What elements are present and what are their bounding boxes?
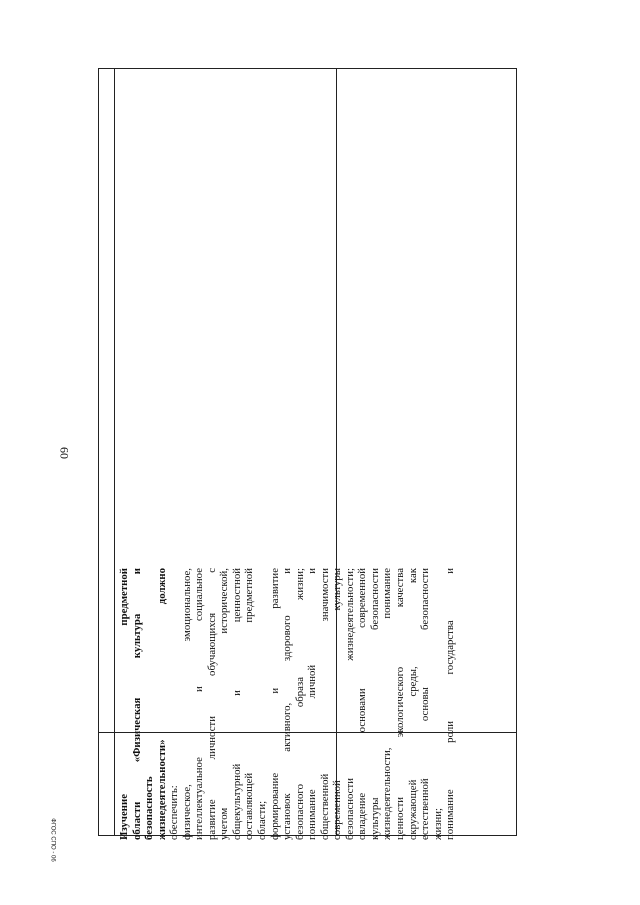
- cell-line: жизни;: [431, 807, 444, 840]
- cell-line: установок активного, здорового и: [281, 568, 294, 840]
- cell-line: окружающей среды, как: [406, 568, 419, 840]
- cell-line: формирование и развитие: [268, 568, 281, 840]
- cell-line: области «Физическая культура и: [130, 568, 143, 840]
- cell-line: безопасности жизнедеятельности;: [343, 568, 356, 840]
- cell-line: развитие личности обучающихся с: [205, 568, 218, 840]
- cell-line: ценности экологического качества: [394, 568, 407, 840]
- cell-line: составляющей предметной: [243, 568, 256, 840]
- cell-line: физическое, эмоциональное,: [180, 568, 193, 840]
- cell-line: общекультурной и ценностной: [230, 568, 243, 840]
- cell-line: обеспечить:: [168, 785, 181, 840]
- cell-line: современной культуры: [331, 568, 344, 840]
- cell-line: безопасного образа жизни;: [293, 568, 306, 840]
- cell-line: понимание личной и: [306, 568, 319, 840]
- table-cell-text: [118, 568, 518, 840]
- cell-line: учетом исторической,: [218, 568, 231, 840]
- cell-line: жизнедеятельности, понимание: [381, 568, 394, 840]
- cell-line: овладение основами современной: [356, 568, 369, 840]
- cell-line: культуры безопасности: [368, 568, 381, 840]
- cell-line: области;: [256, 800, 269, 840]
- cell-line: безопасность: [143, 776, 156, 840]
- cell-line: понимание роли государства и: [444, 568, 457, 840]
- cell-line: Изучение предметной: [118, 568, 130, 840]
- footer-code: ФГОС СПО - 06: [49, 818, 56, 862]
- page-number: 60: [57, 447, 72, 459]
- cell-line: общественной значимости: [318, 568, 331, 840]
- table-column-divider: [114, 69, 115, 835]
- cell-line: жизнедеятельности» должно: [155, 568, 168, 840]
- cell-line: естественной основы безопасности: [419, 568, 432, 840]
- cell-line: интеллектуальное и социальное: [193, 568, 206, 840]
